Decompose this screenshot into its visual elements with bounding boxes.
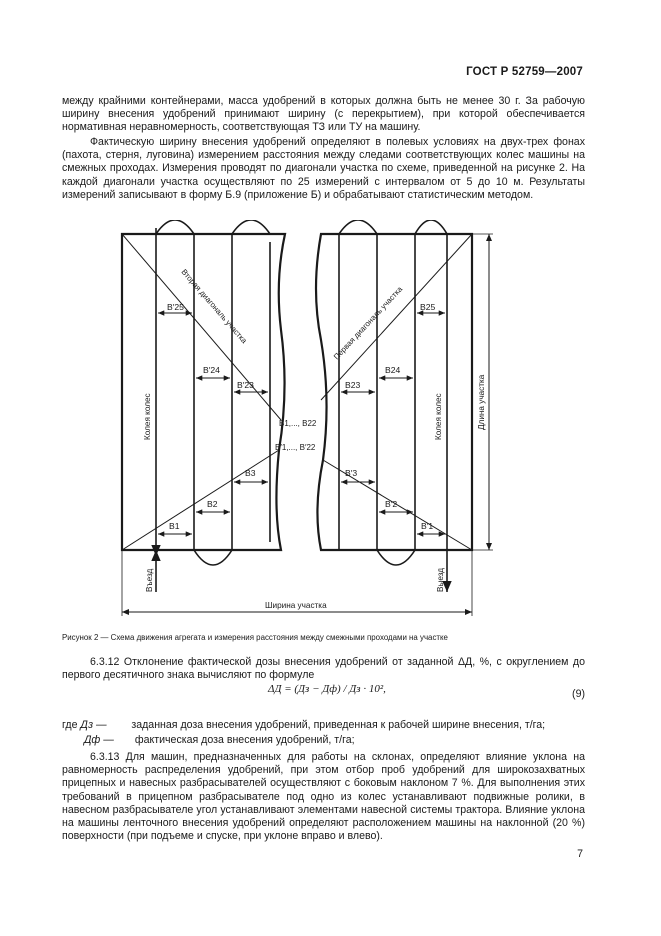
label-width: Ширина участка — [265, 601, 327, 610]
label-length: Длина участка — [477, 374, 486, 430]
label-track-right: Колея колес — [434, 393, 443, 440]
paragraph-field-measurement: Фактическую ширину внесения удобрений определяют в полевых условиях на двух-трех фонах (пахота, стерня, луговина) измерением расстояния между следами соответствующих колес машины на смежных проходах. Измерения проводят по диагонали участка по схеме, приведенной на рисунке 2. На каждой диагонали участка осуществляют по 25 измерений с интервалом от 5 до 10 м. Результаты измерений записывают в форму Б.9 (приложение Б) и обрабатывают статистическим методом. — [62, 136, 585, 201]
label-b2p: B′2 — [385, 499, 398, 509]
label-first-diagonal: Первая диагональ участка — [331, 284, 405, 362]
figure-2-diagram — [95, 220, 525, 620]
label-b1: B1 — [169, 521, 180, 531]
definition-df: фактическая доза внесения удобрений, т/га; — [134, 734, 355, 746]
first-diagonal-lower — [122, 450, 279, 550]
formula-9: ΔД = (Дз − Дф) / Дз · 10², — [268, 683, 386, 695]
label-b25p: B′25 — [167, 302, 184, 312]
paragraph-6-3-12: 6.3.12 Отклонение фактической дозы внесения удобрений от заданной ΔД, %, с округлением до первого десятичного знака вычисляют по формуле — [62, 656, 585, 682]
standard-code: ГОСТ Р 52759—2007 — [466, 66, 583, 78]
definition-dz: заданная доза внесения удобрений, приведенная к рабочей ширине внесения, т/га; — [131, 719, 546, 731]
paragraph-6-3-13: 6.3.13 Для машин, предназначенных для работы на склонах, определяют влияние уклона на равномерность распределения удобрений, при этом отбор проб удобрений для широкозахватных прицепных и навесных разбрасывателей осуществляют с боковым наклоном 7 %. Для выполнения этих требований в прицепном разбрасывателе под одно из колес устанавливают подвижные ролики, в навесном разбрасывателе угол устанавливают элементами навесной системы трактора. Влияние уклона на машины ленточного внесения удобрений определяют расположением машины на наклонной (20 %) поверхности (при подъеме и спуске, при уклоне вправо и влево). — [62, 751, 585, 843]
label-track-left: Колея колес — [143, 393, 152, 440]
formula-number: (9) — [572, 688, 585, 700]
where-line-2 — [62, 734, 355, 747]
label-b3: B3 — [245, 468, 256, 478]
page-number: 7 — [577, 848, 583, 860]
symbol-dz: Дз — — [80, 719, 107, 731]
symbol-df: Дф — — [83, 734, 114, 746]
first-diagonal — [321, 234, 472, 400]
label-b3p: B′3 — [345, 468, 358, 478]
label-b2: B2 — [207, 499, 218, 509]
label-b1-22: B1,..., B22 — [279, 419, 317, 428]
label-b23p: B′23 — [237, 380, 254, 390]
label-b24: B24 — [385, 365, 401, 375]
label-b25: B25 — [420, 302, 436, 312]
where-line-1 — [62, 719, 545, 732]
label-exit: Выезд — [436, 567, 445, 592]
label-second-diagonal: Вторая диагональ участка — [179, 267, 249, 346]
paragraph-working-width: между крайними контейнерами, масса удобрений в которых должна быть не менее 30 г. За рабочую ширину внесения удобрений принимают ширину (с перекрытием), при которой обеспечивается нормативная неравномерность, соответствующая ТЗ или ТУ на машину. — [62, 95, 585, 134]
label-b24p: B′24 — [203, 365, 220, 375]
where-lead: где — [62, 719, 78, 731]
label-entry: Въезд — [145, 568, 154, 592]
label-b1-22p: B′1,..., B′22 — [275, 443, 316, 452]
figure-caption: Рисунок 2 — Схема движения агрегата и измерения расстояния между смежными проходами на участке — [62, 633, 448, 642]
label-b1p: B′1 — [421, 521, 434, 531]
label-b23: B23 — [345, 380, 361, 390]
